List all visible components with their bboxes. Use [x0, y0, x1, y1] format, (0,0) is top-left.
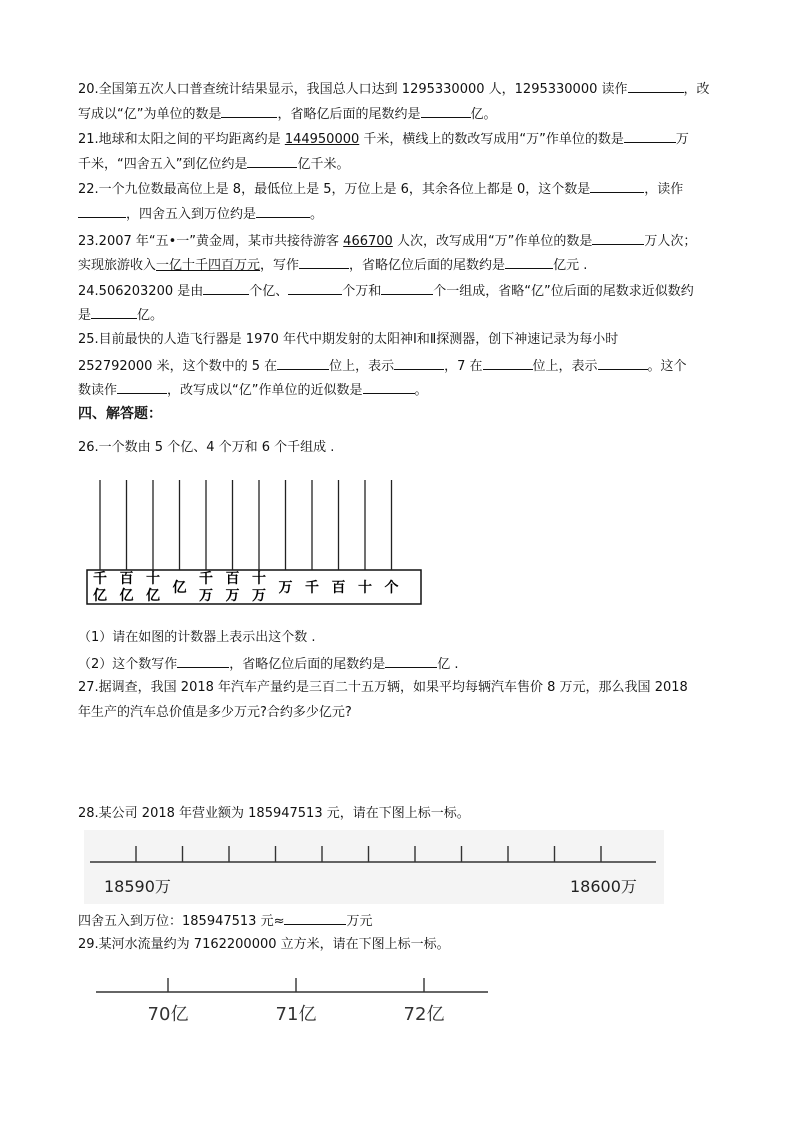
rod-label: 十	[146, 571, 160, 587]
answer-blank[interactable]	[421, 105, 471, 118]
rod-label: 亿	[146, 588, 160, 604]
rod-label: 万	[225, 588, 240, 604]
rod-label: 千	[93, 571, 107, 587]
answer-blank[interactable]	[221, 105, 277, 118]
answer-blank[interactable]	[624, 130, 676, 143]
q25-line2: 252792000 米，这个数中的 5 在 位上，表示 ，7 在 位上，表示 。这个	[78, 359, 687, 374]
answer-blank[interactable]	[117, 381, 167, 394]
q25-line1: 25.目前最快的人造飞行器是 1970 年代中期发射的太阳神Ⅰ和Ⅱ探测器，创下神速记录为每小时	[78, 332, 619, 347]
q22-line2: ，四舍五入到万位约是 。	[78, 205, 323, 223]
q29-stem: 29.某河水流量约为 7162200000 立方米，请在下图上标一标。	[78, 937, 450, 952]
answer-blank[interactable]	[592, 232, 644, 245]
answer-blank[interactable]	[284, 912, 346, 925]
answer-blank[interactable]	[394, 357, 444, 370]
q24-line1: 24.506203200 是由 个亿、 个万和 个一组成，省略“亿”位后面的尾数求近似数约	[78, 284, 694, 299]
q21-line1: 21.地球和太阳之间的平均距离约是 144950000 千米，横线上的数改写成用“万”作单位的数是 万	[78, 132, 689, 147]
answer-blank[interactable]	[385, 655, 437, 668]
rod-label: 亿	[93, 588, 107, 604]
q27-line2: 年生产的汽车总价值是多少万元?合约多少亿元?	[78, 705, 352, 720]
rod-label: 十	[358, 580, 372, 596]
answer-blank[interactable]	[299, 256, 349, 269]
right-end-label: 18600万	[570, 877, 637, 896]
answer-blank[interactable]	[628, 80, 684, 93]
answer-blank[interactable]	[91, 306, 137, 319]
answer-blank[interactable]	[288, 282, 342, 295]
q28-rounding: 四舍五入到万位：185947513 元≈ 万元	[78, 914, 373, 929]
tick-label: 70亿	[147, 1004, 189, 1025]
rod-label: 千	[199, 571, 213, 587]
rod-label: 百	[119, 571, 134, 587]
q20-line1: 20.全国第五次人口普查统计结果显示，我国总人口达到 1295330000 人，1295330000 读作 ，改	[78, 82, 710, 97]
answer-blank[interactable]	[247, 155, 297, 168]
q23-line1: 23.2007 年“五•一”黄金周，某市共接待游客 466700 人次，改写成用“万”作单位的数是 万人次；	[78, 234, 697, 249]
rod-label: 亿	[172, 580, 187, 596]
q26-part2: （2）这个数写作 ，省略亿位后面的尾数约是 亿 .	[78, 657, 459, 672]
answer-blank[interactable]	[203, 282, 249, 295]
answer-blank[interactable]	[256, 205, 310, 218]
answer-blank[interactable]	[78, 205, 126, 218]
answer-blank[interactable]	[590, 180, 644, 193]
rod-label: 百	[225, 571, 240, 587]
answer-blank[interactable]	[177, 655, 229, 668]
answer-blank[interactable]	[363, 381, 415, 394]
answer-blank[interactable]	[505, 256, 553, 269]
left-end-label: 18590万	[104, 877, 171, 896]
answer-blank[interactable]	[483, 357, 533, 370]
q20-line2: 写成以“亿”为单位的数是 ，省略亿后面的尾数约是 亿。	[78, 107, 497, 122]
rod-label: 十	[252, 571, 266, 587]
answer-blank[interactable]	[277, 357, 329, 370]
q27-line1: 27.据调查，我国 2018 年汽车产量约是三百二十五万辆，如果平均每辆汽车售价 8 万元，那么我国 2018	[78, 680, 688, 695]
rod-label: 百	[331, 580, 346, 596]
section-heading: 四、解答题：	[78, 406, 162, 422]
q24-line2: 是 亿。	[78, 308, 164, 323]
rod-label: 千	[305, 580, 319, 596]
number-line-q28[interactable]	[84, 830, 664, 904]
q23-line2: 实现旅游收入一亿十千四百万元，写作 ，省略亿位后面的尾数约是 亿元 .	[78, 258, 588, 273]
abacus-counter[interactable]	[86, 476, 422, 608]
q22-line1: 22.一个九位数最高位上是 8，最低位上是 5，万位上是 6，其余各位上都是 0，这个数是 ，读作	[78, 182, 684, 197]
number-line-q29[interactable]	[92, 966, 496, 1032]
rod-label: 万	[199, 588, 213, 604]
q25-line3: 数读作 ，改写成以“亿”作单位的近似数是 。	[78, 383, 428, 398]
rod-label: 万	[252, 588, 266, 604]
rod-label: 万	[278, 580, 293, 596]
rod-label: 个	[384, 580, 399, 596]
tick-label: 71亿	[275, 1004, 317, 1025]
rod-label: 亿	[119, 588, 134, 604]
answer-blank[interactable]	[598, 357, 648, 370]
q26-stem: 26.一个数由 5 个亿、4 个万和 6 个千组成 .	[78, 440, 335, 455]
q28-stem: 28.某公司 2018 年营业额为 185947513 元，请在下图上标一标。	[78, 806, 470, 821]
tick-label: 72亿	[403, 1004, 445, 1025]
q26-part1: （1）请在如图的计数器上表示出这个数 .	[78, 630, 316, 645]
answer-blank[interactable]	[381, 282, 433, 295]
q21-line2: 千米，“四舍五入”到亿位约是 亿千米。	[78, 157, 350, 172]
